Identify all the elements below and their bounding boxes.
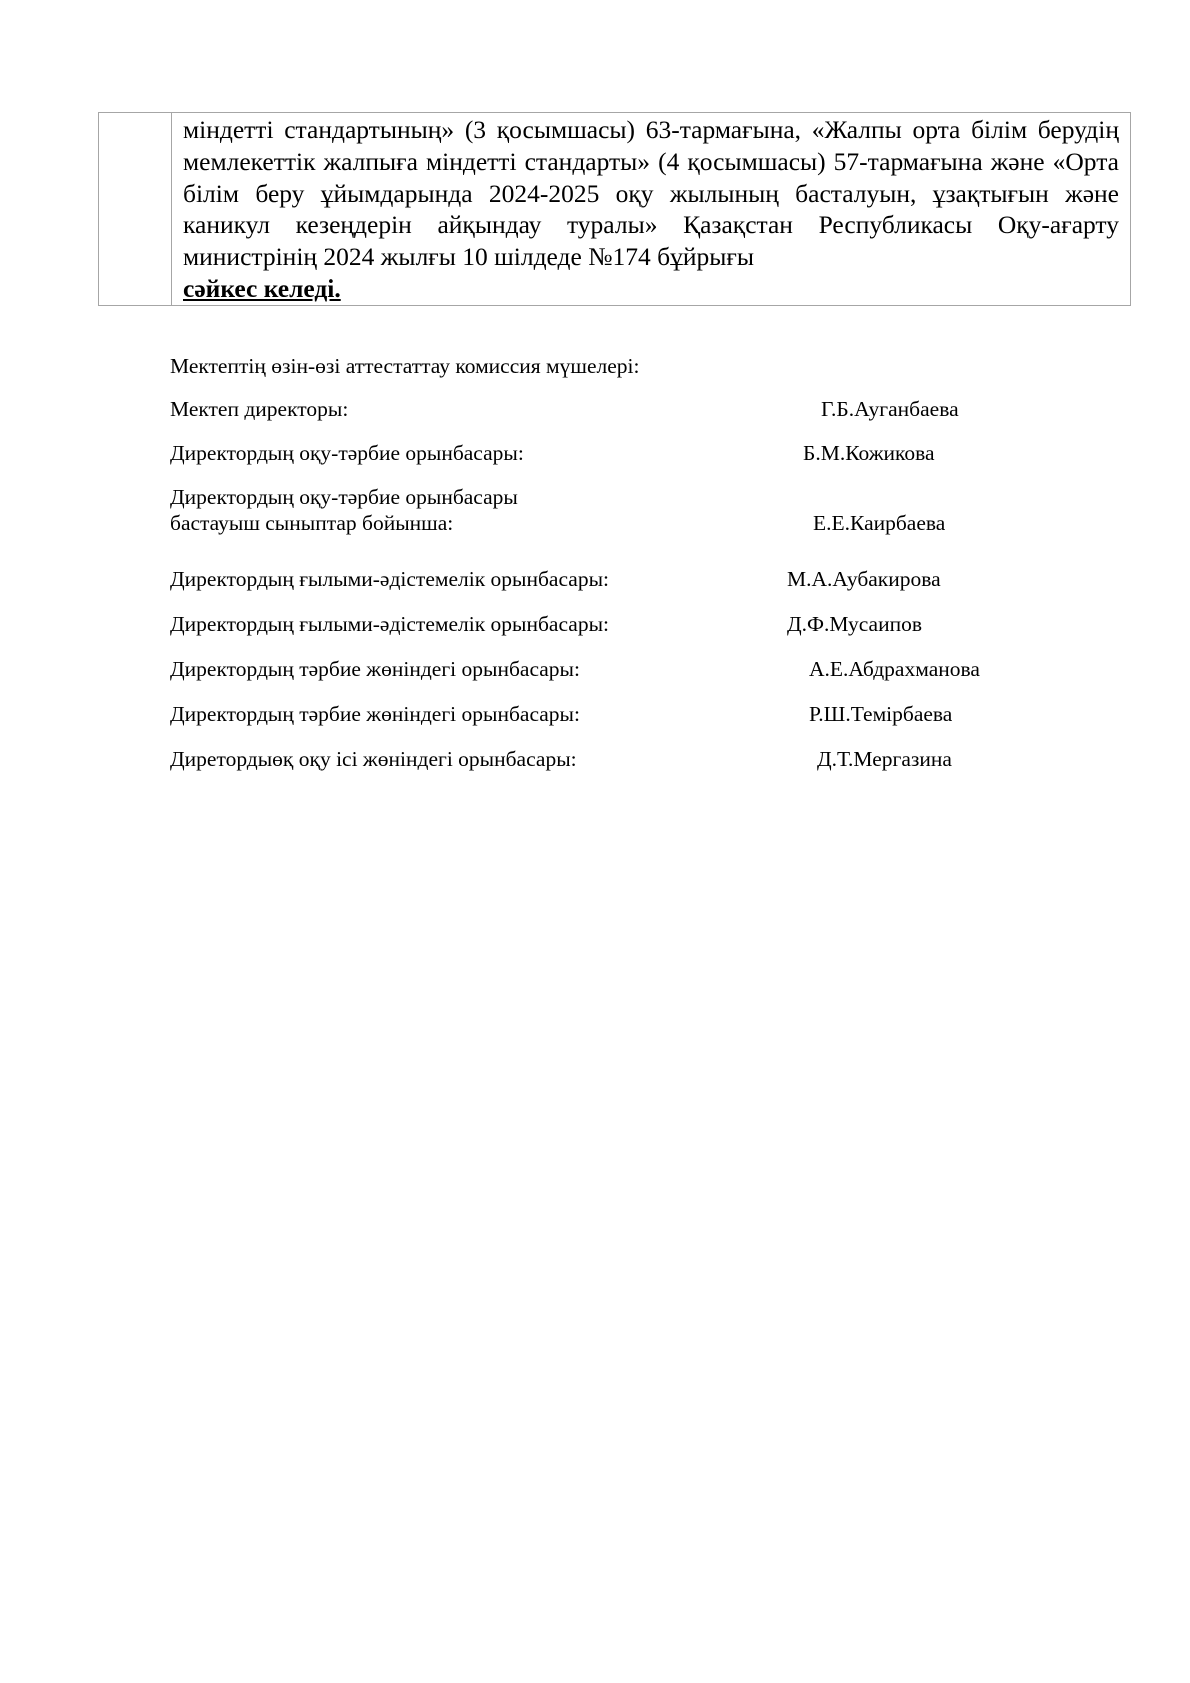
member-name: Б.М.Кожикова	[803, 441, 935, 465]
number-cell	[99, 113, 172, 306]
member-name: Р.Ш.Темірбаева	[809, 702, 953, 726]
verdict-text: сәйкес келеді.	[183, 273, 341, 303]
member-name: А.Е.Абдрахманова	[809, 657, 980, 681]
member-role: Директордың ғылыми-әдістемелік орынбасары:	[170, 612, 609, 636]
text-cell	[172, 113, 1131, 306]
member-role: Директордың тәрбие жөніндегі орынбасары:	[170, 657, 580, 681]
member-role: Директордың ғылыми-әдістемелік орынбасары:	[170, 567, 609, 591]
member-role: Мектеп директоры:	[170, 397, 349, 421]
member-role: Директордың оқу-тәрбие орынбасары бастауыш сыныптар бойынша:	[170, 485, 518, 535]
member-name: Е.Е.Каирбаева	[813, 511, 946, 535]
continuation-text: міндетті стандартының» (3 қосымшасы) 63-тармағына, «Жалпы орта білім берудің мемлекеттік жалпыға міндетті стандарты» (4 қосымшасы) 57-тармағына және «Орта білім беру ұйымдарында 2024-2025 оқу жылының басталуын, ұзақтығын және каникул кезеңдерін айқындау туралы» Қазақстан Республикасы Оқу-ағарту министрінің 2024 жылғы 10 шілдеде №174 бұйрығы	[183, 115, 1119, 272]
member-name: Д.Т.Мергазина	[817, 747, 952, 771]
member-role: Диретордыөқ оқу ісі жөніндегі орынбасары:	[170, 747, 577, 771]
member-name: Г.Б.Ауганбаева	[821, 397, 959, 421]
member-name: Д.Ф.Мусаипов	[787, 612, 922, 636]
commission-title: Мектептің өзін-өзі аттестаттау комиссия мүшелері:	[170, 354, 640, 378]
member-role: Директордың оқу-тәрбие орынбасары:	[170, 441, 524, 465]
table-row	[99, 113, 1131, 306]
continuation-table	[98, 112, 1131, 306]
member-name: М.А.Аубакирова	[787, 567, 941, 591]
member-role: Директордың тәрбие жөніндегі орынбасары:	[170, 702, 580, 726]
